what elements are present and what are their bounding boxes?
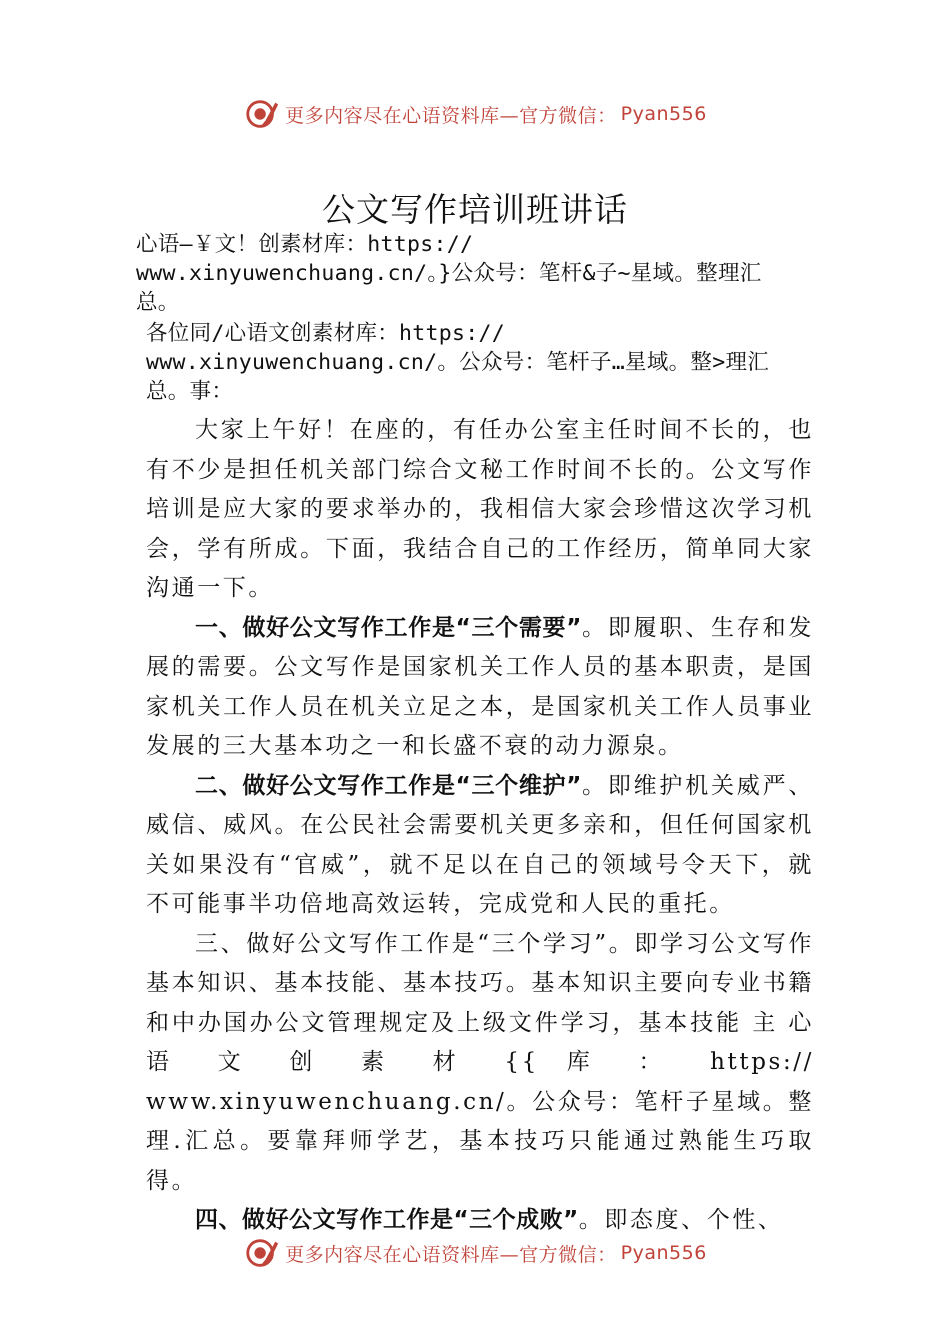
source-note-2 (146, 319, 836, 406)
banner-text: 更多内容尽在心语资料库—官方微信： (285, 1243, 617, 1266)
paragraph-section-2 (146, 767, 814, 925)
paragraph-section-1 (146, 609, 814, 767)
header-banner (0, 92, 950, 136)
source-note-line: www.xinyuwenchuang.cn/。}公众号：笔杆&子~星域。整理汇 (136, 261, 762, 286)
paragraph-greeting: 大家上午好！在座的，有任办公室主任时间不长的，也有不少是担任机关部门综合文秘工作时间不长的。公文写作培训是应大家的要求举办的，我相信大家会珍惜这次学习机会，学有所成。下面，我结合自己的工作经历，简单同大家沟通一下。 (146, 417, 814, 601)
section-text: 。即学习公文写作基本知识、基本技能、基本技巧。基本知识主要向专业书籍和中办国办公文管理规定及上级文件学习，基本技能 主 心 语 文 创 素 材 {{ 库 ： https:// www.xinyuwenchuang.cn/。公众号：笔杆子星域。整理.汇总。要靠拜师学艺，基本技巧只能通过熟能生巧取得。 (146, 930, 814, 1194)
source-note-line: 各位同/心语文创素材库：https:// (146, 321, 505, 346)
document-body (146, 411, 814, 1241)
source-note-line: 总。 (136, 290, 180, 315)
section-text: 。即维护机关威严、威信、威风。在公民社会需要机关更多亲和，但任何国家机关如果没有“官威”，就不足以在自己的领域号令天下，就不可能事半功倍地高效运转，完成党和人民的重托。 (146, 772, 814, 917)
pen-seal-logo-icon (243, 95, 281, 133)
section-heading: 一、做好公文写作工作是“三个需要” (195, 614, 582, 641)
banner-wechat-id: Pyan556 (620, 103, 707, 125)
section-heading: 三、做好公文写作工作是“三个学习” (195, 930, 609, 957)
section-text: 。即履职、生存和发展的需要。公文写作是国家机关工作人员的基本职责，是国家机关工作人员在机关立足之本，是国家机关工作人员事业发展的三大基本功之一和长盛不衰的动力源泉。 (146, 614, 814, 759)
source-note-line: 总。事： (146, 379, 234, 404)
source-note-line: 心语—￥文！创素材库：https:// (136, 232, 474, 257)
section-heading: 二、做好公文写作工作是“三个维护” (195, 772, 582, 799)
paragraph-section-3 (146, 925, 814, 1202)
source-note-1 (136, 230, 826, 317)
banner-wechat-id: Pyan556 (620, 1242, 707, 1264)
pen-seal-logo-icon (243, 1234, 281, 1272)
document-title: 公文写作培训班讲话 (322, 190, 628, 229)
section-text: 。即态度、个性、 (578, 1207, 784, 1233)
source-note-line: www.xinyuwenchuang.cn/。公众号：笔杆子…星域。整>理汇 (146, 350, 770, 375)
banner-text: 更多内容尽在心语资料库—官方微信： (285, 104, 617, 127)
section-heading: 四、做好公文写作工作是“三个成败” (195, 1207, 579, 1233)
footer-banner (0, 1231, 950, 1275)
